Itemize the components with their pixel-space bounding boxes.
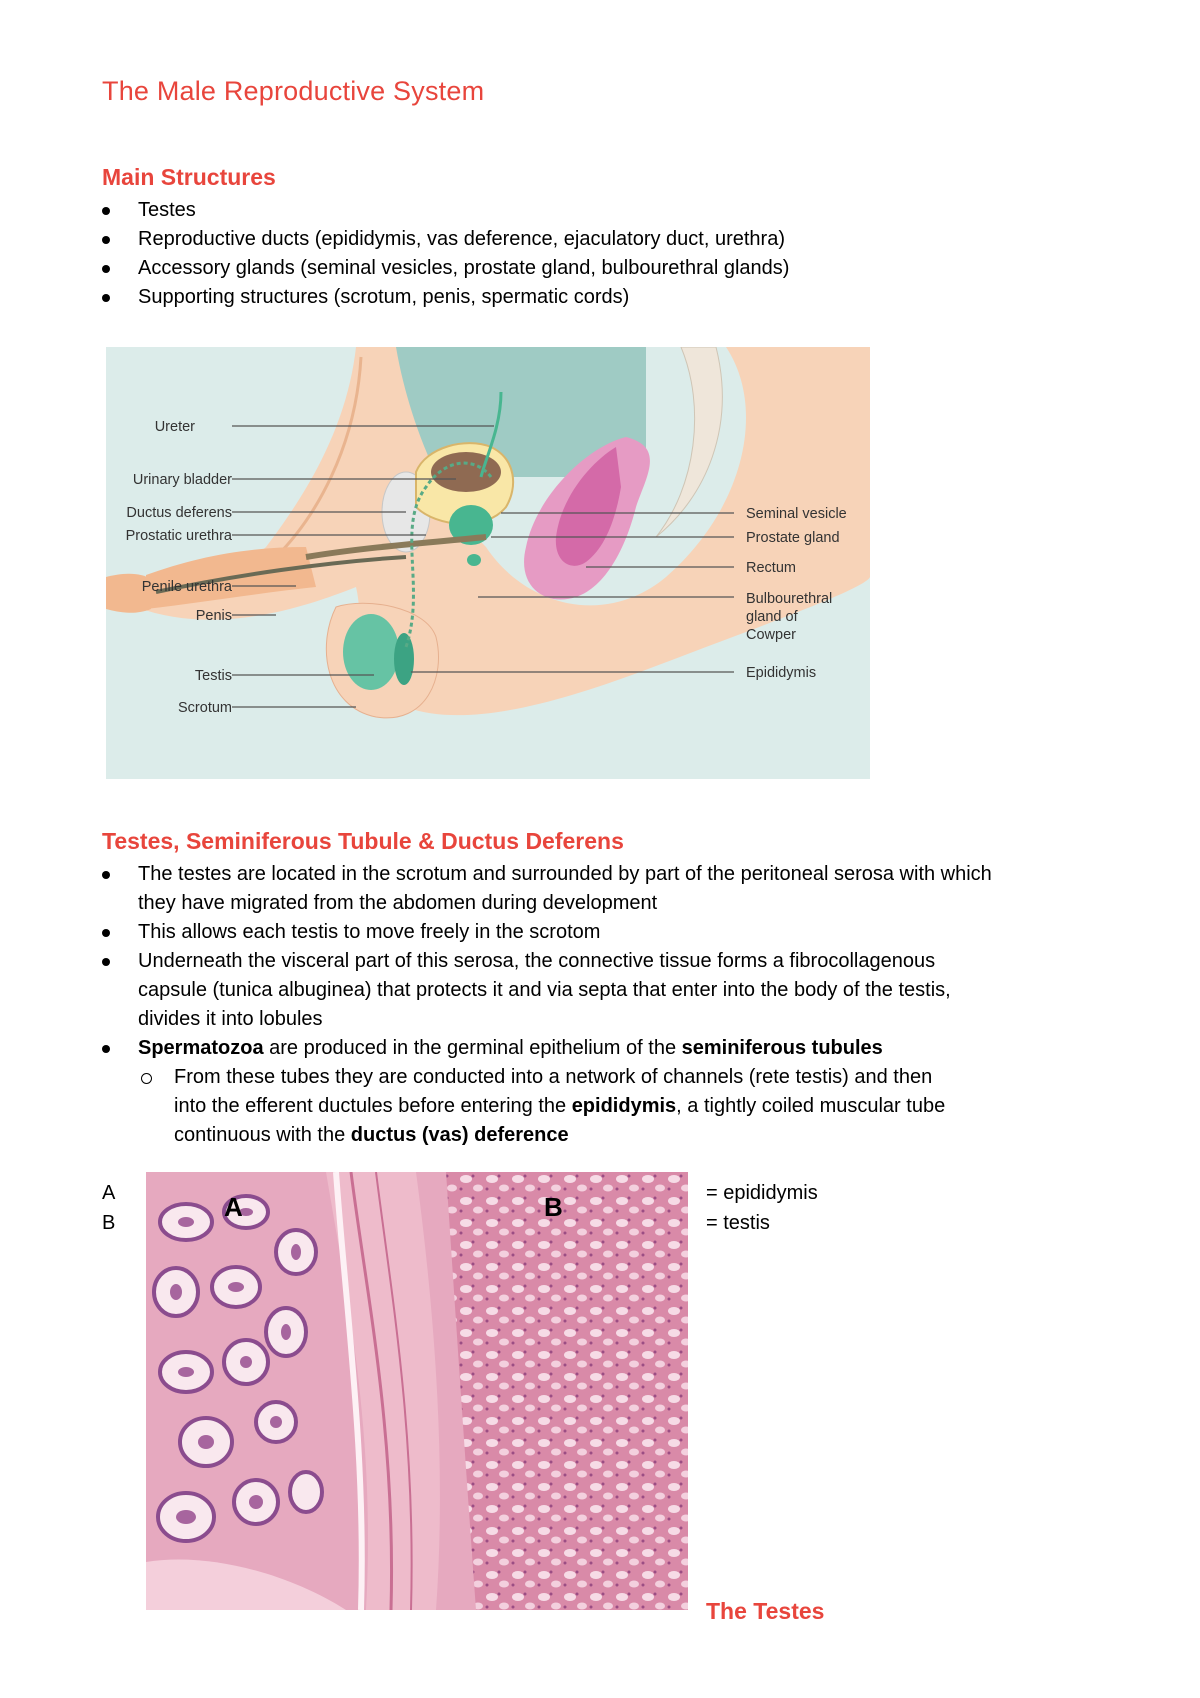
- histology-micrograph: [146, 1172, 688, 1610]
- label-ureter: Ureter: [154, 419, 195, 435]
- label-penis: Penis: [195, 608, 232, 624]
- list-item: Accessory glands (seminal vesicles, prostate gland, bulbourethral glands): [102, 254, 789, 283]
- bullet-icon: [102, 958, 110, 966]
- label-prostatic-urethra: Prostatic urethra: [125, 528, 232, 544]
- list-item: Supporting structures (scrotum, penis, spermatic cords): [102, 283, 789, 312]
- label-cowper: Cowper: [746, 627, 796, 643]
- bullet-icon: [102, 207, 110, 215]
- label-urinary-bladder: Urinary bladder: [132, 472, 232, 488]
- micrograph-label-a: A: [224, 1192, 243, 1222]
- main-structures-heading: Main Structures: [102, 164, 276, 190]
- sub-list-item: From these tubes they are conducted into a network of channels (rete testis) and then into the efferent ductules before entering the epididymis, a tightly coiled muscular tube continuous with the ductus (vas) deference: [102, 1063, 992, 1150]
- label-epididymis: Epididymis: [746, 665, 817, 681]
- list-item: Underneath the visceral part of this serosa, the connective tissue forms a fibrocollagenous capsule (tunica albuginea) that protects it and via septa that enter into the body of the testis, divides it into lobules: [102, 947, 992, 1034]
- label-scrotum: Scrotum: [178, 700, 232, 716]
- key-testis: = testis: [706, 1212, 770, 1234]
- document-title: The Male Reproductive System: [102, 76, 485, 106]
- label-prostate-gland: Prostate gland: [746, 530, 840, 546]
- label-rectum: Rectum: [746, 560, 796, 576]
- side-label-a: A: [102, 1182, 116, 1204]
- label-penile-urethra: Penile urethra: [141, 579, 232, 595]
- testes-section-heading: Testes, Seminiferous Tubule & Ductus Deferens: [102, 828, 624, 854]
- key-epididymis: = epididymis: [706, 1182, 818, 1204]
- label-bulbourethral: Bulbourethral: [746, 591, 833, 607]
- label-gland-of: gland of: [746, 609, 798, 625]
- list-item: Spermatozoa are produced in the germinal epithelium of the seminiferous tubules: [102, 1034, 992, 1063]
- list-item: Testes: [102, 196, 789, 225]
- label-seminal-vesicle: Seminal vesicle: [746, 506, 847, 522]
- bullet-icon: [102, 1045, 110, 1053]
- list-item: This allows each testis to move freely in the scrotom: [102, 918, 992, 947]
- bullet-icon: [102, 929, 110, 937]
- label-ductus-deferens: Ductus deferens: [126, 505, 232, 521]
- label-testis: Testis: [194, 668, 232, 684]
- bullet-icon: [102, 294, 110, 302]
- testes-section-list: [102, 860, 992, 1150]
- bullet-icon: [102, 871, 110, 879]
- anatomy-diagram: [106, 347, 870, 779]
- side-label-b: B: [102, 1212, 116, 1234]
- figure-caption: The Testes: [706, 1598, 825, 1624]
- micrograph-label-b: B: [544, 1192, 563, 1222]
- main-structures-list: [102, 196, 789, 312]
- bullet-icon: [102, 265, 110, 273]
- list-item: The testes are located in the scrotum and surrounded by part of the peritoneal serosa with which they have migrated from the abdomen during development: [102, 860, 992, 918]
- bullet-icon: [102, 236, 110, 244]
- sub-bullet-icon: [141, 1073, 152, 1084]
- list-item: Reproductive ducts (epididymis, vas deference, ejaculatory duct, urethra): [102, 225, 789, 254]
